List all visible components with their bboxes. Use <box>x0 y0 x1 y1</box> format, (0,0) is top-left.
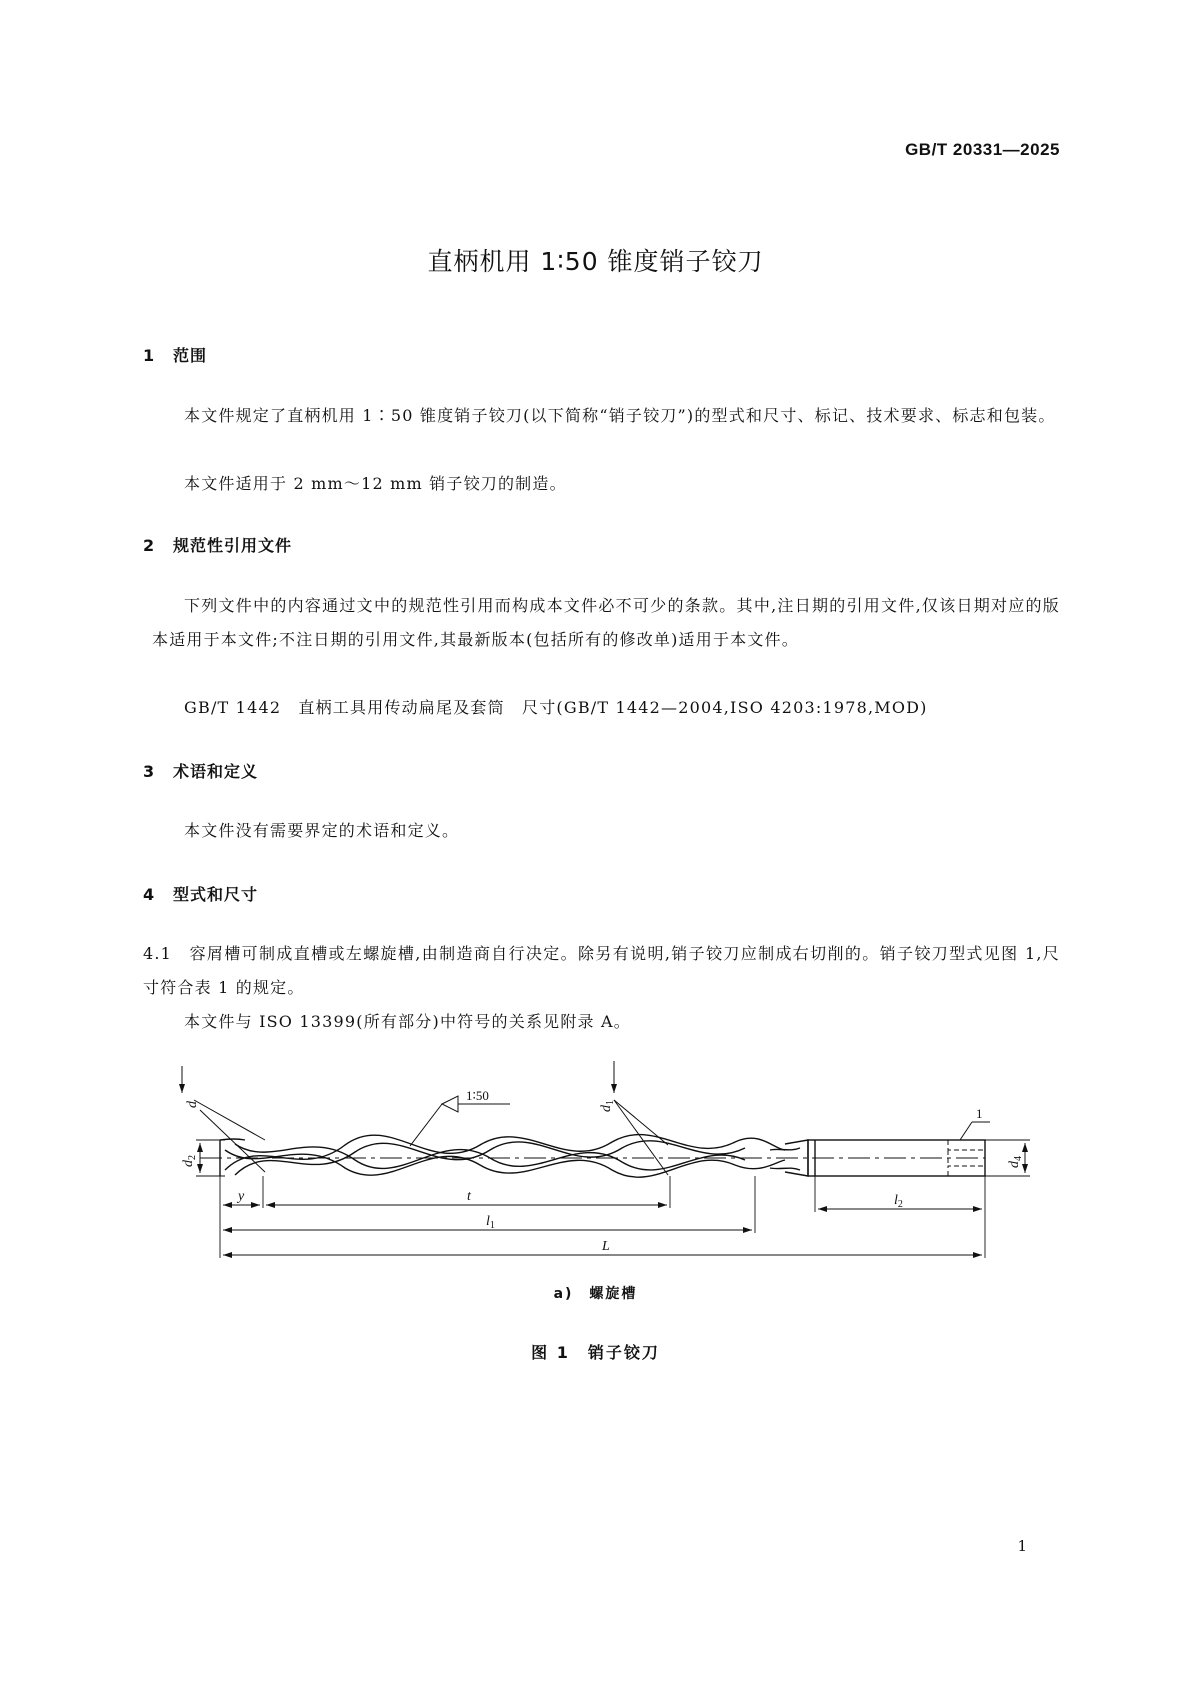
dim-d4: $d_4$ <box>1007 1156 1024 1168</box>
section-2-paragraph-1: 下列文件中的内容通过文中的规范性引用而构成本文件必不可少的条款。其中,注日期的引用文件,仅该日期对应的版本适用于本文件;不注日期的引用文件,其最新版本(包括所有的修改单)适用于本文件。 <box>152 596 1060 649</box>
section-1-paragraph-2: 本文件适用于 2 mm～12 mm 销子铰刀的制造。 <box>184 474 567 493</box>
section-2-heading <box>143 533 292 556</box>
section-number: 3 <box>143 762 156 781</box>
figure-caption: 图 1 销子铰刀 <box>531 1343 660 1362</box>
section-number: 4 <box>143 885 156 904</box>
section-1-paragraph-1: 本文件规定了直柄机用 1∶50 锥度销子铰刀(以下简称“销子铰刀”)的型式和尺寸、标记、技术要求、标志和包装。 <box>184 406 1056 425</box>
normative-reference: GB/T 1442 直柄工具用传动扁尾及套筒 尺寸(GB/T 1442—2004,ISO 4203:1978,MOD) <box>184 698 928 717</box>
section-3-paragraph-1: 本文件没有需要界定的术语和定义。 <box>184 821 460 840</box>
section-title: 术语和定义 <box>173 762 259 781</box>
section-1-heading <box>143 343 207 366</box>
dim-L: L <box>602 1239 610 1254</box>
dim-d: d <box>185 1101 200 1108</box>
dim-l2: $l_2$ <box>894 1193 903 1210</box>
dim-d2: $d_2$ <box>181 1155 198 1167</box>
dim-d1: $d_1$ <box>599 1100 616 1112</box>
dim-t: t <box>467 1189 471 1204</box>
section-title: 型式和尺寸 <box>173 885 259 904</box>
section-number: 2 <box>143 536 156 555</box>
clause-4-1-note: 本文件与 ISO 13399(所有部分)中符号的关系见附录 A。 <box>184 1012 631 1031</box>
standard-number: GB/T 20331—2025 <box>905 140 1060 159</box>
section-3-heading <box>143 759 258 782</box>
callout-1: 1 <box>976 1106 983 1121</box>
section-number: 1 <box>143 346 156 365</box>
clause-4-1: 4.1 容屑槽可制成直槽或左螺旋槽,由制造商自行决定。除另有说明,销子铰刀应制成右切削的。销子铰刀型式见图 1,尺寸符合表 1 的规定。 <box>143 944 1060 997</box>
section-4-heading <box>143 882 258 905</box>
dim-l1: $l_1$ <box>486 1214 495 1231</box>
section-title: 规范性引用文件 <box>173 536 293 555</box>
document-title: 直柄机用 1∶50 锥度销子铰刀 <box>427 247 764 276</box>
reamer-drawing <box>0 1050 1191 1290</box>
dim-y: y <box>238 1189 245 1204</box>
figure-subcaption: a) 螺旋槽 <box>553 1286 638 1302</box>
section-title: 范围 <box>173 346 208 365</box>
taper-ratio: 1∶50 <box>466 1088 489 1103</box>
page-number: 1 <box>1017 1537 1027 1555</box>
